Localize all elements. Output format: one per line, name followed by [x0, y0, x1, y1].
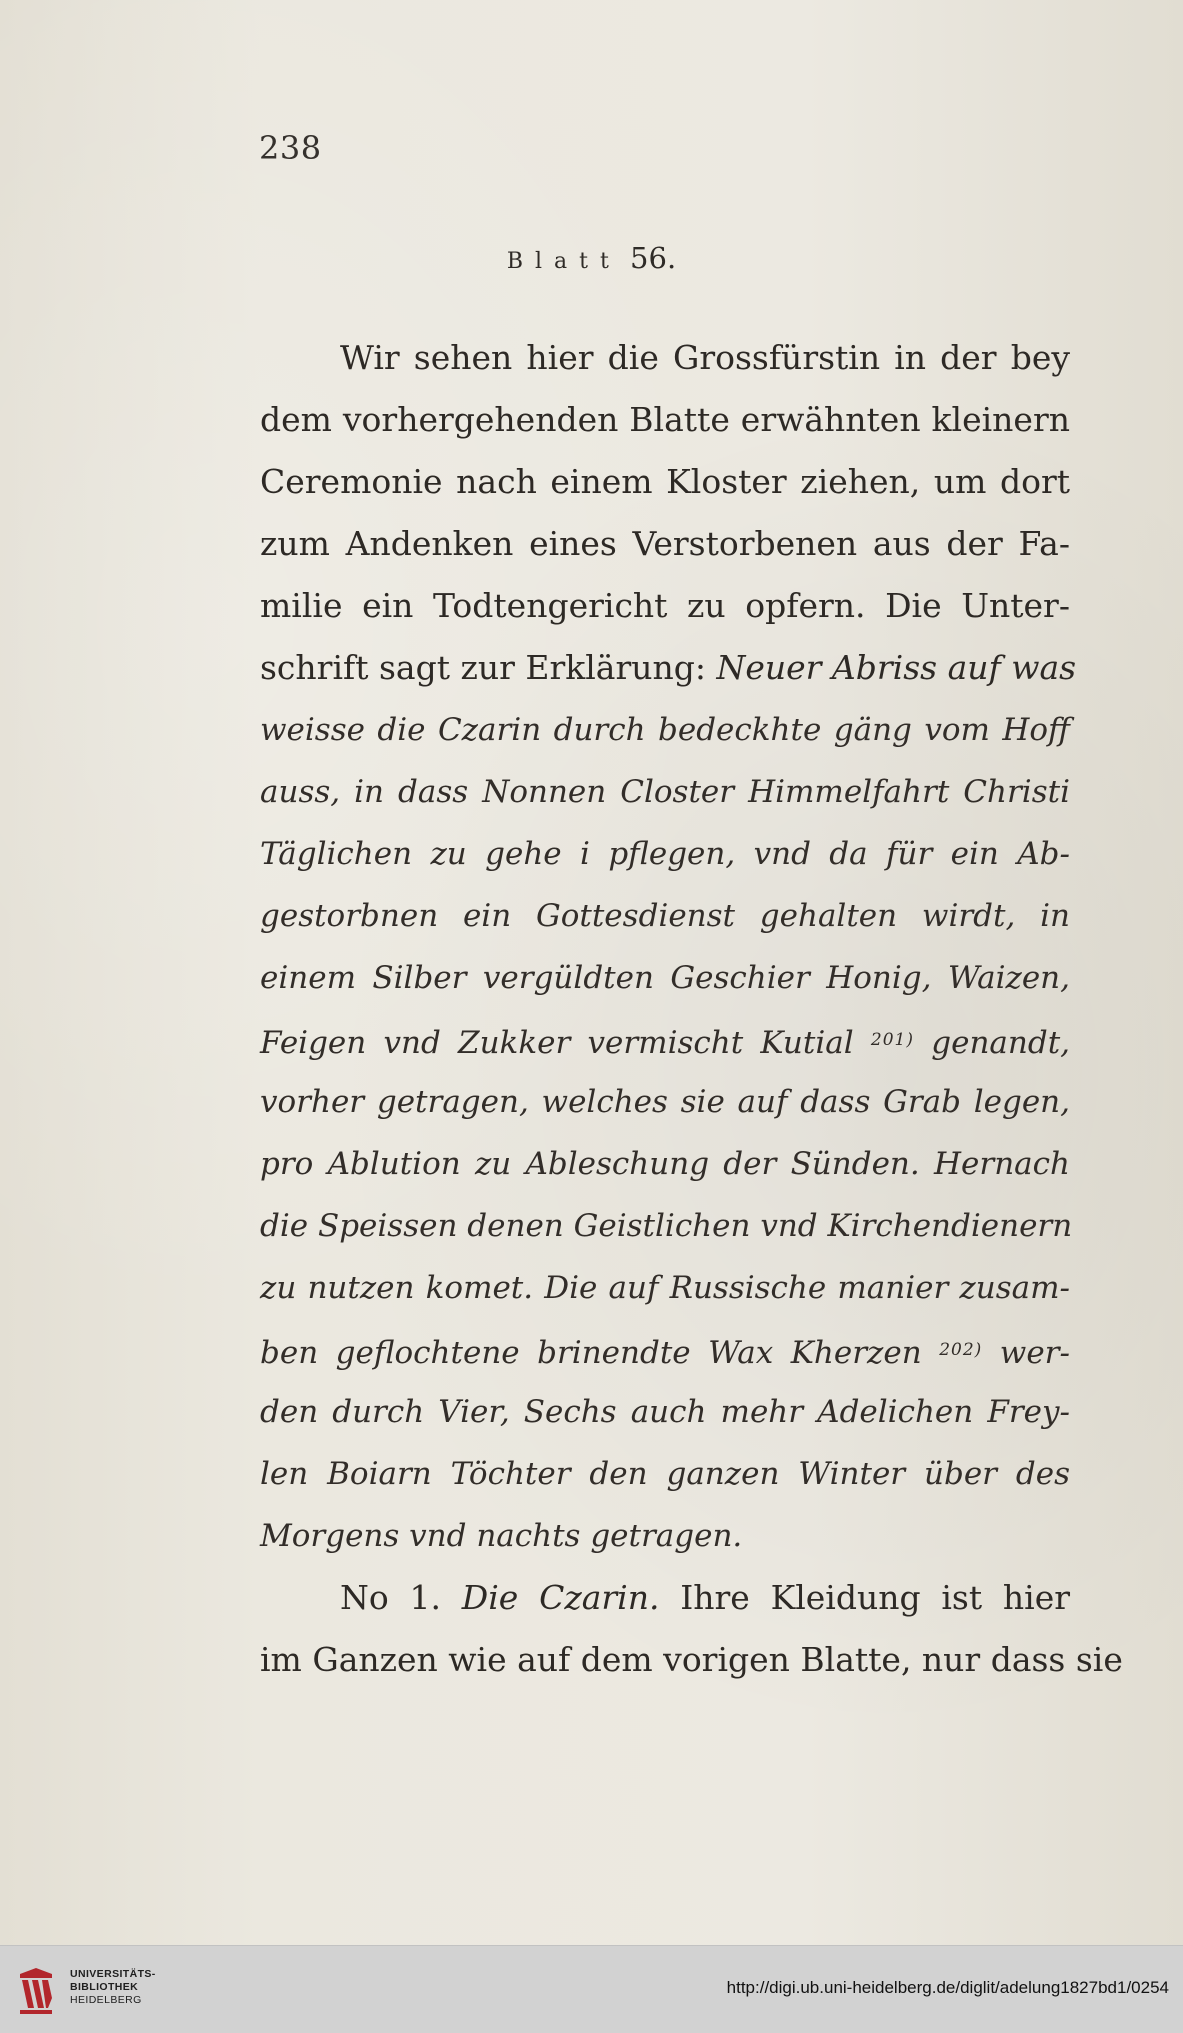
text-segment: Ihre Kleidung ist hier: [680, 1578, 1070, 1617]
quote-line: einem Silber vergüldten Geschier Honig, Waizen,: [260, 960, 1070, 996]
text-segment: wer-: [999, 1335, 1070, 1371]
quote-line: [260, 1009, 1070, 1071]
text-line: zum Andenken eines Verstorbenen aus der Fa-: [260, 524, 1070, 563]
quote-line: [260, 1319, 1070, 1381]
plate-heading: [0, 238, 1183, 282]
quote-line: zu nutzen komet. Die auf Russische manier zusam-: [260, 1270, 1070, 1306]
heading-number: 56.: [630, 241, 677, 275]
quote-line: len Boiarn Töchter den ganzen Winter über des: [260, 1456, 1070, 1492]
text-segment: ben geflochtene brinendte Wax Kherzen: [260, 1335, 922, 1371]
quote-line: Täglichen zu gehe i pflegen, vnd da für ein Ab-: [260, 836, 1070, 872]
text-line: Ceremonie nach einem Kloster ziehen, um dort: [260, 462, 1070, 501]
text-line: [260, 637, 1077, 699]
text-line: [260, 1567, 1070, 1629]
text-segment: Feigen vnd Zukker vermischt Kutial: [260, 1025, 854, 1061]
text-line: Wir sehen hier die Grossfürstin in der bey: [340, 338, 1070, 377]
quote-line: die Speissen denen Geistlichen vnd Kirchendienern: [260, 1208, 1073, 1244]
text-line: dem vorhergehenden Blatte erwähnten kleinern: [260, 400, 1070, 439]
quote-line: weisse die Czarin durch bedeckhte gäng vom Hoff: [260, 712, 1070, 748]
figure-title: Die Czarin.: [461, 1578, 660, 1617]
quote-line: vorher getragen, welches sie auf dass Grab legen,: [260, 1084, 1070, 1120]
footnote-ref: 202): [939, 1340, 983, 1360]
library-name-line: UNIVERSITÄTS-: [70, 1968, 156, 1980]
quote-line: pro Ablution zu Ableschung der Sünden. Hernach: [260, 1146, 1070, 1182]
text-segment: schrift sagt zur Erklärung:: [260, 648, 706, 687]
footnote-ref: 201): [870, 1030, 914, 1050]
page-number: 238: [259, 129, 322, 167]
permalink-url[interactable]: http://digi.ub.uni-heidelberg.de/diglit/adelung1827bd1/0254: [726, 1978, 1169, 1997]
text-line: milie ein Todtengericht zu opfern. Die Unter-: [260, 586, 1070, 625]
library-name: [70, 1968, 156, 2007]
text-line: im Ganzen wie auf dem vorigen Blatte, nur dass sie: [260, 1640, 1123, 1679]
quote-line: den durch Vier, Sechs auch mehr Adelichen Frey-: [260, 1394, 1070, 1430]
heading-label: Blatt: [506, 249, 621, 274]
library-name-line: BIBLIOTHEK: [70, 1981, 139, 1993]
body-text: [260, 327, 1123, 1691]
figure-number: No 1.: [340, 1578, 441, 1617]
quote-line: Morgens vnd nachts getragen.: [260, 1518, 743, 1554]
library-footer: [0, 1945, 1183, 2033]
library-name-line: HEIDELBERG: [70, 1994, 142, 2006]
quoted-inscription: Neuer Abriss auf was: [716, 648, 1077, 687]
text-segment: genandt,: [931, 1025, 1071, 1061]
quote-line: gestorbnen ein Gottesdienst gehalten wirdt, in: [260, 898, 1070, 934]
quote-line: auss, in dass Nonnen Closter Himmelfahrt Christi: [260, 774, 1070, 810]
library-logo-icon: [14, 1964, 58, 2016]
